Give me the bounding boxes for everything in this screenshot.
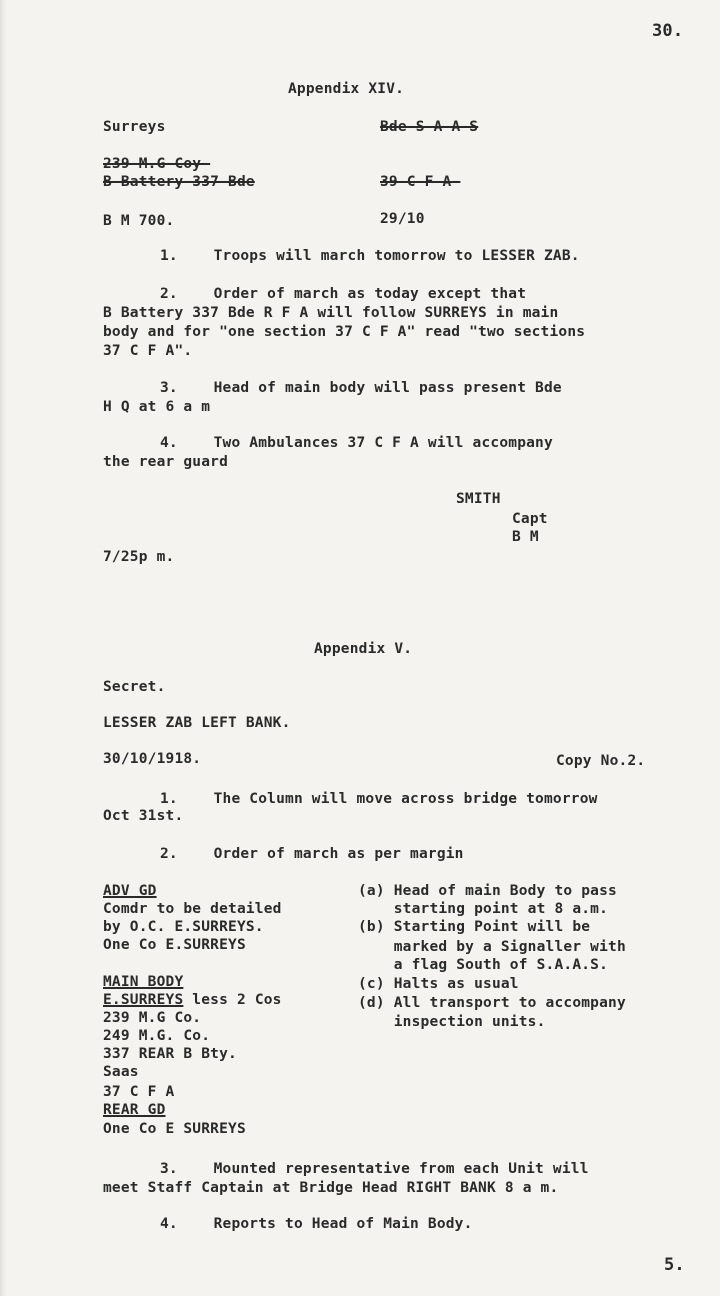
adv-gd-heading: ADV GD <box>103 883 157 899</box>
main-body-line-6: 37 C F A <box>103 1084 175 1100</box>
order-paragraph-4: 4. Reports to Head of Main Body. <box>160 1216 473 1232</box>
sender-struck: Bde-S-A-A-S <box>380 119 479 135</box>
order-paragraph-1-line-2: Oct 31st. <box>103 808 184 824</box>
signature-rank: Capt <box>512 511 548 527</box>
order-paragraph-3-line-2: meet Staff Captain at Bridge Head RIGHT BANK 8 a m. <box>103 1180 559 1196</box>
paragraph-3-line-1: 3. Head of main body will pass present Bde <box>160 380 562 396</box>
paragraph-2-line-2: B Battery 337 Bde R F A will follow SURREYS in main <box>103 305 559 321</box>
page-number-bottom: 5. <box>664 1255 685 1275</box>
main-body-line-4: 337 REAR B Bty. <box>103 1046 237 1062</box>
reference-number: B M 700. <box>103 213 175 229</box>
paragraph-2-line-3: body and for "one section 37 C F A" read "two sections <box>103 324 586 340</box>
cc-struck-1: 239-M.G-Coy- <box>103 156 211 172</box>
addressee: Surreys <box>103 119 166 135</box>
main-body-line-1 <box>103 991 282 1010</box>
copy-number: Copy No.2. <box>556 753 646 769</box>
signature-role: B M <box>512 529 539 545</box>
paragraph-2-line-1: 2. Order of march as today except that <box>160 286 527 302</box>
note-b-line-2: marked by a Signaller with <box>358 939 626 955</box>
adv-gd-line-2: by O.C. E.SURREYS. <box>103 919 264 935</box>
main-body-heading: MAIN BODY <box>103 974 184 990</box>
adv-gd-line-3: One Co E.SURREYS <box>103 937 246 953</box>
paragraph-4-line-1: 4. Two Ambulances 37 C F A will accompany <box>160 435 553 451</box>
order-paragraph-1-line-1: 1. The Column will move across bridge tomorrow <box>160 791 598 807</box>
note-b-line-3: a flag South of S.A.A.S. <box>358 957 609 973</box>
main-body-unit-qualifier: less 2 Cos <box>183 992 282 1008</box>
note-d-line-2: inspection units. <box>358 1014 546 1030</box>
message-date: 29/10 <box>380 211 425 227</box>
order-date: 30/10/1918. <box>103 751 202 767</box>
main-body-line-5: Saas <box>103 1064 139 1080</box>
order-paragraph-3-line-1: 3. Mounted representative from each Unit will <box>160 1161 589 1177</box>
rear-gd-heading: REAR GD <box>103 1102 166 1118</box>
appendix-v-title: Appendix V. <box>314 641 413 657</box>
note-b-line-1: (b) Starting Point will be <box>358 919 591 935</box>
note-d-line-1: (d) All transport to accompany <box>358 995 626 1011</box>
time-sent: 7/25p m. <box>103 549 175 565</box>
location-heading: LESSER ZAB LEFT BANK. <box>103 715 291 731</box>
signature-name: SMITH <box>456 491 501 507</box>
order-paragraph-2: 2. Order of march as per margin <box>160 846 464 862</box>
appendix-xiv-title: Appendix XIV. <box>288 81 405 97</box>
classification: Secret. <box>103 679 166 695</box>
note-c-line-1: (c) Halts as usual <box>358 976 519 992</box>
main-body-line-3: 249 M.G. Co. <box>103 1028 211 1044</box>
main-body-line-2: 239 M.G Co. <box>103 1010 202 1026</box>
note-a-line-1: (a) Head of main Body to pass <box>358 883 617 899</box>
paragraph-2-line-4: 37 C F A". <box>103 343 193 359</box>
paragraph-3-line-2: H Q at 6 a m <box>103 399 211 415</box>
main-body-unit: E.SURREYS <box>103 992 184 1008</box>
paragraph-1: 1. Troops will march tomorrow to LESSER ZAB. <box>160 248 580 264</box>
page-number-top: 30. <box>652 21 684 41</box>
cc-struck-3: 39-C-F-A- <box>380 174 461 190</box>
paragraph-4-line-2: the rear guard <box>103 454 229 470</box>
cc-struck-2: B-Battery-337-Bde <box>103 174 255 190</box>
note-a-line-2: starting point at 8 a.m. <box>358 901 609 917</box>
page-edge-shadow <box>0 0 6 1296</box>
adv-gd-line-1: Comdr to be detailed <box>103 901 282 917</box>
rear-gd-line-1: One Co E SURREYS <box>103 1121 246 1137</box>
